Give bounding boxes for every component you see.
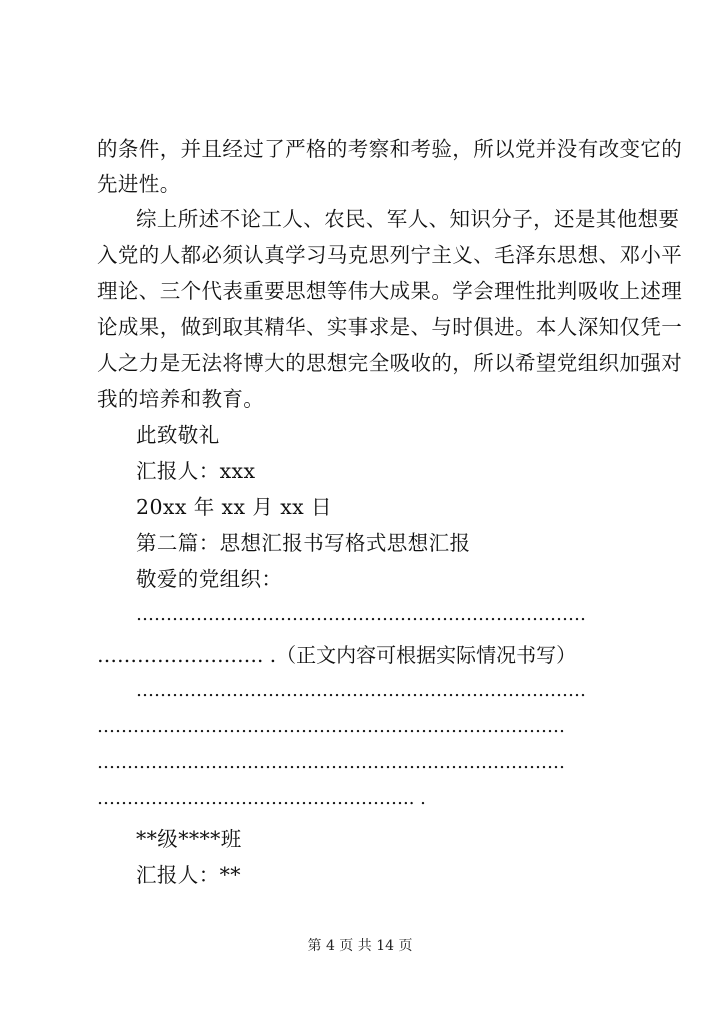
placeholder-dots-line: …………………………………………………………………… (97, 752, 565, 773)
paragraph-line: 入党的人都必须认真学习马克思列宁主义、毛泽东思想、邓小平 (97, 243, 683, 267)
paragraph-line: 的条件，并且经过了严格的考察和考验，所以党并没有改变它的 (97, 137, 683, 161)
paragraph-line: 理论、三个代表重要思想等伟大成果。学会理性批判吸收上述理 (97, 279, 683, 303)
paragraph-line: 先进性。 (97, 172, 181, 196)
placeholder-dots-line: …………………………………………….. . (97, 788, 426, 809)
placeholder-dots-line: …………………………………………………………………… (97, 716, 565, 737)
reporter-line: 汇报人：** (136, 863, 241, 887)
section-heading: 第二篇：思想汇报书写格式思想汇报 (136, 531, 471, 555)
date-line: 20xx 年 xx 月 xx 日 (136, 495, 332, 519)
placeholder-dots-line: ………………………………………………………………… (136, 604, 586, 625)
class-line: **级****班 (136, 827, 242, 851)
reporter-line: 汇报人：xxx (136, 459, 256, 483)
placeholder-dots-line: ………………………………………………………………… (136, 680, 586, 701)
paragraph-line: 我的培养和教育。 (97, 387, 265, 411)
paragraph-line: 论成果，做到取其精华、实事求是、与时俱进。本人深知仅凭一 (97, 315, 683, 339)
page-footer: 第 4 页 共 14 页 (307, 938, 413, 954)
greeting-line: 敬爱的党组织： (136, 567, 283, 591)
paragraph-line: 综上所述不论工人、农民、军人、知识分子，还是其他想要 (136, 207, 680, 231)
paragraph-line: 人之力是无法将博大的思想完全吸收的，所以希望党组织加强对 (97, 351, 683, 375)
placeholder-note-line: ……………………. .（正文内容可根据实际情况书写） (97, 643, 577, 667)
salutation: 此致敬礼 (136, 423, 220, 447)
